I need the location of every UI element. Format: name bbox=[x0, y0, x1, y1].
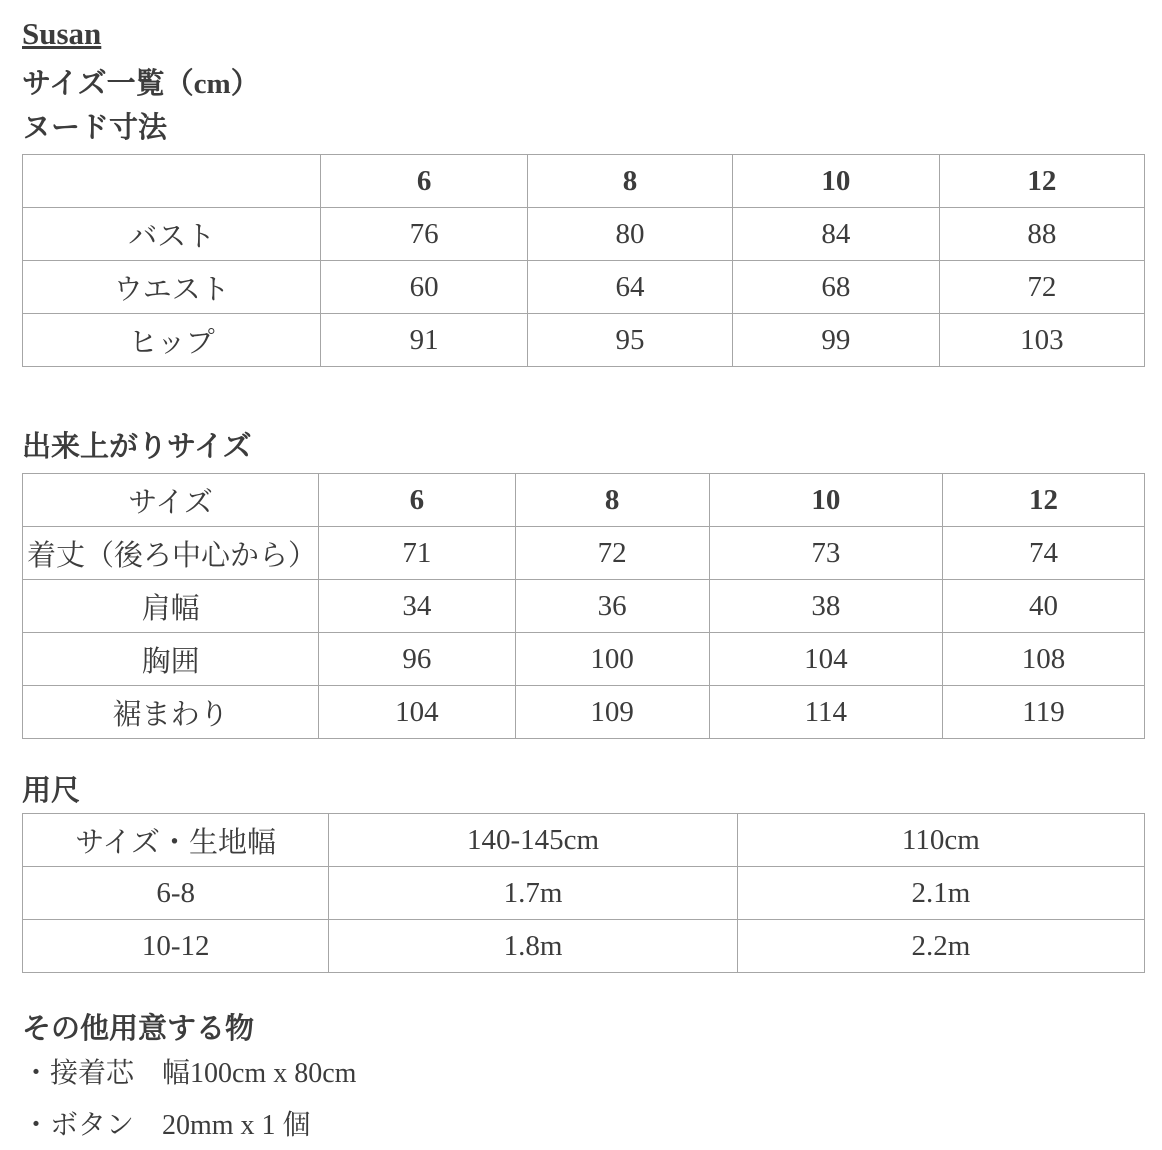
cell-value: 34 bbox=[319, 580, 515, 633]
cell-value: 36 bbox=[515, 580, 709, 633]
cell-value: 91 bbox=[321, 314, 527, 367]
nude-measurements-table bbox=[22, 154, 1145, 367]
cell-value: 73 bbox=[709, 527, 942, 580]
table-header-row bbox=[23, 814, 1145, 867]
cell-value: 2.1m bbox=[737, 867, 1144, 920]
cell-value: 64 bbox=[527, 261, 732, 314]
row-label: ヒップ bbox=[23, 314, 321, 367]
header-cell-size-12: 12 bbox=[943, 474, 1145, 527]
table-row-size-10-12 bbox=[23, 920, 1145, 973]
cell-value: 1.8m bbox=[329, 920, 737, 973]
row-label: 10-12 bbox=[23, 920, 329, 973]
row-label: ウエスト bbox=[23, 261, 321, 314]
table-row-back-length bbox=[23, 527, 1145, 580]
cell-value: 84 bbox=[733, 208, 939, 261]
cell-value: 99 bbox=[733, 314, 939, 367]
cell-value: 38 bbox=[709, 580, 942, 633]
list-item-button: ・ボタン 20mm x 1 個 bbox=[22, 1110, 311, 1141]
cell-value: 100 bbox=[515, 633, 709, 686]
table-row-bust bbox=[23, 208, 1145, 261]
cell-value: 72 bbox=[939, 261, 1144, 314]
finished-size-table bbox=[22, 473, 1145, 739]
table-header-row bbox=[23, 474, 1145, 527]
heading-finished-size: 出来上がりサイズ bbox=[22, 431, 252, 463]
row-label: 胸囲 bbox=[23, 633, 319, 686]
heading-size-list: サイズ一覧（cm） bbox=[22, 68, 260, 100]
row-label: 裾まわり bbox=[23, 686, 319, 739]
header-cell-size-8: 8 bbox=[527, 155, 732, 208]
cell-value: 109 bbox=[515, 686, 709, 739]
list-item-interfacing: ・接着芯 幅100cm x 80cm bbox=[22, 1058, 357, 1089]
header-cell-size-12: 12 bbox=[939, 155, 1144, 208]
cell-value: 76 bbox=[321, 208, 527, 261]
cell-value: 104 bbox=[319, 686, 515, 739]
row-label: バスト bbox=[23, 208, 321, 261]
row-label: 肩幅 bbox=[23, 580, 319, 633]
header-cell-size-6: 6 bbox=[319, 474, 515, 527]
table-row-size-6-8 bbox=[23, 867, 1145, 920]
cell-value: 95 bbox=[527, 314, 732, 367]
header-cell-empty bbox=[23, 155, 321, 208]
yardage-table bbox=[22, 813, 1145, 973]
cell-value: 103 bbox=[939, 314, 1144, 367]
table-row-hem-circumference bbox=[23, 686, 1145, 739]
header-cell-width-110: 110cm bbox=[737, 814, 1144, 867]
table-row-waist bbox=[23, 261, 1145, 314]
header-cell-size-10: 10 bbox=[709, 474, 942, 527]
cell-value: 72 bbox=[515, 527, 709, 580]
cell-value: 114 bbox=[709, 686, 942, 739]
header-cell-size-label: サイズ bbox=[23, 474, 319, 527]
cell-value: 104 bbox=[709, 633, 942, 686]
header-cell-width-140-145: 140-145cm bbox=[329, 814, 737, 867]
cell-value: 80 bbox=[527, 208, 732, 261]
header-cell-size-10: 10 bbox=[733, 155, 939, 208]
heading-nude-measurements: ヌード寸法 bbox=[22, 112, 168, 144]
header-cell-size-6: 6 bbox=[321, 155, 527, 208]
cell-value: 71 bbox=[319, 527, 515, 580]
row-label: 6-8 bbox=[23, 867, 329, 920]
row-label: 着丈（後ろ中心から） bbox=[23, 527, 319, 580]
table-row-shoulder-width bbox=[23, 580, 1145, 633]
cell-value: 1.7m bbox=[329, 867, 737, 920]
cell-value: 96 bbox=[319, 633, 515, 686]
table-header-row bbox=[23, 155, 1145, 208]
header-cell-fabric-width-label: サイズ・生地幅 bbox=[23, 814, 329, 867]
cell-value: 60 bbox=[321, 261, 527, 314]
cell-value: 40 bbox=[943, 580, 1145, 633]
cell-value: 88 bbox=[939, 208, 1144, 261]
cell-value: 2.2m bbox=[737, 920, 1144, 973]
heading-yardage: 用尺 bbox=[22, 775, 81, 807]
table-row-hip bbox=[23, 314, 1145, 367]
cell-value: 108 bbox=[943, 633, 1145, 686]
cell-value: 68 bbox=[733, 261, 939, 314]
page-title: Susan bbox=[22, 16, 102, 51]
cell-value: 119 bbox=[943, 686, 1145, 739]
cell-value: 74 bbox=[943, 527, 1145, 580]
header-cell-size-8: 8 bbox=[515, 474, 709, 527]
heading-other-supplies: その他用意する物 bbox=[22, 1013, 255, 1045]
table-row-chest bbox=[23, 633, 1145, 686]
